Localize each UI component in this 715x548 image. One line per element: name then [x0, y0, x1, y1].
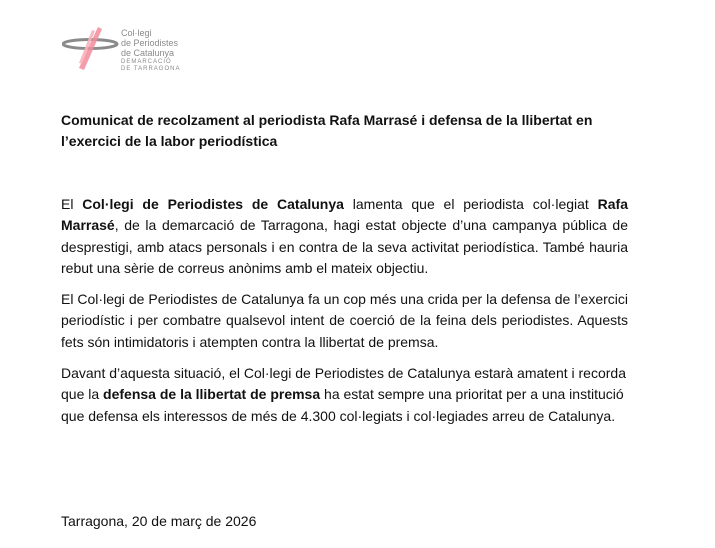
paragraph-1-bold-1: Col·legi de Periodistes de Catalunya [82, 196, 344, 212]
logo-text [121, 28, 180, 73]
paragraph-3-text-2: ha estat sempre una prioritat per a una institució que defensa els interessos de més de 4.300 col·legiats i col·legiades arreu de Catalunya. [61, 386, 624, 424]
document-date: Tarragona, 20 de març de 2026 [61, 513, 257, 529]
paragraph-1-text-1: El [61, 196, 83, 212]
paragraph-3 [61, 363, 628, 427]
logo-line-2: de Periodistes [121, 38, 179, 48]
logo-line-1: Col·legi [121, 28, 152, 38]
paragraph-1-text-2: lamenta que el periodista col·legiat [343, 196, 598, 212]
paragraph-3-text-1: Davant d’aquesta situació, el Col·legi de Periodistes de Catalunya estarà amatent i recorda que la [61, 365, 626, 403]
logo-sub-2: DE TARRAGONA [121, 66, 181, 72]
document-title: Comunicat de recolzament al periodista Rafa Marrasé i defensa de la llibertat en l’exercici de la labor periodística [61, 112, 593, 149]
paragraph-1-bold-2: Rafa Marrasé [61, 196, 628, 234]
college-logo [62, 26, 192, 74]
logo-mark-icon [62, 26, 122, 72]
paragraph-1-text-3: , de la demarcació de Tarragona, hagi estat objecte d’una campanya pública de desprestigi, amb atacs personals i en contra de la seva activitat periodística. També hauria rebut una sèrie de correus anònims amb el mateix objectiu. [61, 217, 628, 276]
paragraph-3-bold-1: defensa de la llibertat de premsa [103, 386, 321, 403]
document-body [61, 194, 628, 437]
paragraph-1 [61, 194, 628, 279]
logo-line-3: de Catalunya [121, 48, 175, 58]
logo-sub-1: DEMARCACIÓ [121, 59, 172, 65]
paragraph-2: El Col·legi de Periodistes de Catalunya fa un cop més una crida per la defensa de l’exercici periodístic i per combatre qualsevol intent de coerció de la feina dels periodistes. Aquests fets són intimidatoris i atempten contra la llibertat de premsa. [61, 291, 628, 350]
